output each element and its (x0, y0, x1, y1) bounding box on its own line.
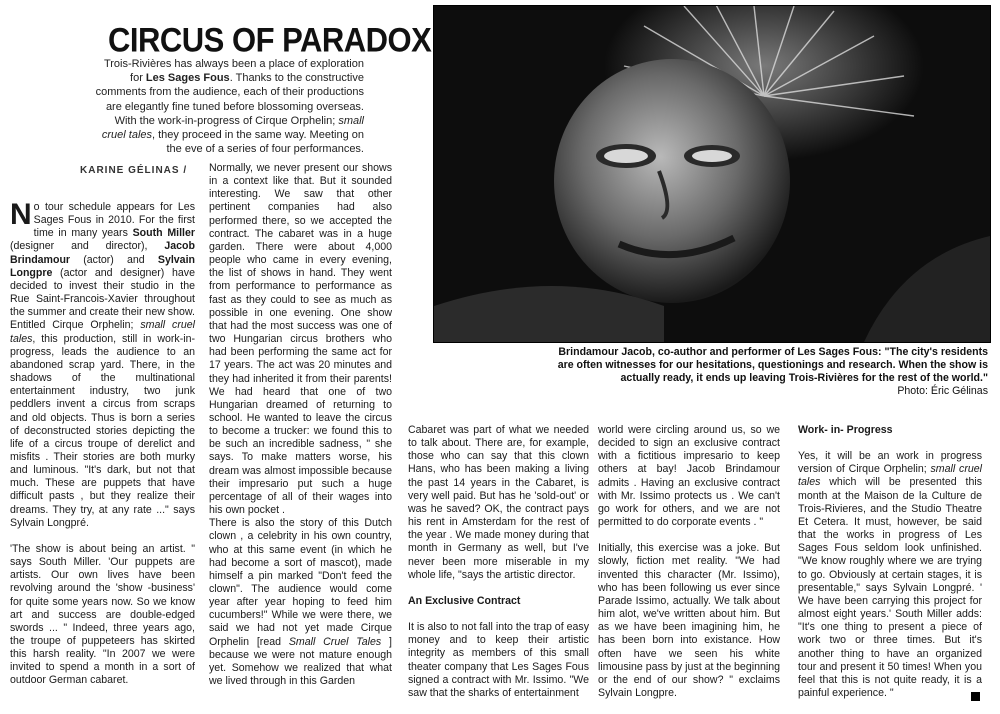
article-column-5 (798, 424, 982, 700)
article-photo (433, 5, 991, 343)
col1-text: (actor and designer) have decided to invest their studio in the Rue Saint-Francois-Xavier throughout the summer and create their new show. (10, 266, 195, 319)
col1-text: (actor) and (70, 253, 158, 266)
column-3-paragraph-1: Cabaret was part of what we needed to talk about. There are, for example, those who can say that this clown Hans, who has been making a living the past 14 years in the Cabaret, is very well paid. But has he 'sold-out' or was he saved? OK, the contract pays his rent in Amsterdam for the rest of the year . We made money during that month in Germany as well, but I've never been more miserable in my whole life, "says the artistic director. (408, 424, 589, 581)
column-4-paragraph-1: world were circling around us, so we decided to sign an exclusive contract with a fictitious impresario to keep others at bay! Jacob Brindamour admits . Having an exclusive contract with Mr. Issimo protects us . We can't go work for others, and we are not permitted to do corporate events . " (598, 424, 780, 529)
puppet-photo-illustration (434, 6, 990, 342)
intro-text-1: Trois-Rivières has always been a place of exploration for (103, 58, 364, 85)
col5-text: Yes, it will be an work in progress version of Cirque Orphelin; (798, 450, 982, 476)
col1-italic-title: small cruel tales (10, 319, 195, 345)
col1-text: , this production, still in work-in-progress, leads the audience to an abandoned scrap yard. There, in the shadows of the multinational entertainment industry, two junk peddlers invent a circus from scraps and old objects. Thus is born a series of deconstructed stories depicting the life of a circus troupe of derelict and misfits . Their stories are both murky and luminous. "It's dark, but not that much. These are puppets that have difficult pasts , but they realize their dreams. They try, at any rate ..." says Sylvain Longpré. (10, 332, 195, 529)
article-column-1 (10, 198, 196, 688)
end-of-article-mark (971, 692, 980, 701)
column-1-paragraph-3: 'The show is about being an artist. " says South Miller. 'Our puppets are artists. Our own lives have been revolving around the 'show -business' for quite some years now. So we know art and success are double-edged swords ... " Indeed, three years ago, the troupe of puppeteers has skirted this harsh reality. "In 2007 we were invited to spend a month in a sort of outdoor German cabaret. (10, 542, 195, 687)
intro-text-2: . Thanks to the constructive comments from the audience, each of their productions are elegantly fine tuned before blossoming overseas. With the work-in-progress of Cirque Orphelin; (95, 72, 364, 127)
col1-text: Entitled Cirque Orphelin; (10, 319, 141, 332)
column-5-paragraph-1 (798, 450, 982, 700)
article-intro (90, 57, 364, 156)
col1-text: (designer and director), (10, 240, 165, 253)
column-2-paragraph-1: Normally, we never present our shows in a context like that. But it sounded interesting. We saw that other pertinent companies had also performed there, so we accepted the contract. The cabaret was in a huge garden. There were about 4,000 people who came in every evening, the list of shows in hand. They went from performance to performance as fast as they could to see as much as possible in one evening. One show that had the most success was one of two Hungarian circus brothers who had been performing the same act for 17 years. The act was 20 minutes and they had inherited it from their parents! We had heard that one of two Hungarian dreamed of returning to school. He wanted to leave the circus to become a trucker: we found this to be such an incredible sadness, " she says. To make matters worse, his dream was almost impossible because their impresario put such a huge percentage of all of their wages into his own pocket . (209, 162, 392, 517)
name-jacob-brindamour: Jacob Brindamour (10, 240, 195, 266)
col5-italic-title: small cruel tales (798, 463, 982, 489)
intro-italic-title: small cruel tales (101, 114, 364, 142)
column-1-paragraph-1 (10, 198, 196, 319)
article-column-2 (209, 162, 392, 688)
subheading-exclusive-contract: An Exclusive Contract (408, 594, 521, 607)
name-sylvain-longpre: Sylvain Longpre (10, 253, 195, 279)
byline: KARINE GÉLINAS / (80, 165, 188, 176)
subheading-work-in-progress: Work- in- Progress (798, 424, 893, 436)
photo-caption: Brindamour Jacob, co-author and performer of Les Sages Fous: "The city's residents are often witnesses for our hesitations, questionings and research. When the show is actually ready, it ends up leaving Trois-Rivières for the rest of the world." (557, 346, 988, 385)
name-south-miller: South Miller (132, 227, 196, 240)
col2-text: ] because we were not mature enough yet. Somehow we realized that what we lived through in this Garden (209, 635, 393, 688)
photo-credit: Photo: Éric Gélinas (897, 385, 988, 397)
col2-italic-title: Small Cruel Tales (288, 635, 382, 648)
article-column-3 (408, 424, 589, 700)
intro-text-3: , they proceed in the same way. Meeting on the eve of a series of four performances. (152, 129, 364, 156)
column-4-paragraph-2: Initially, this exercise was a joke. But slowly, fiction met reality. "We had invented this character (Mr. Issimo), who has been following us ever since Parade Issimo, actually. We talk about him alot, we've written about him. But as we have been imagining him, he has been born into existance. How often have we seen his white limousine pass by just at the beginning or the end of our show? " exclaims Sylvain Longpre. (598, 542, 780, 699)
drop-cap: N (10, 198, 32, 231)
column-2-paragraph-2 (209, 517, 392, 688)
article-title: CIRCUS OF PARADOX (108, 20, 432, 60)
article-column-4 (598, 424, 780, 700)
column-1-paragraph-2 (10, 319, 195, 530)
intro-company-name: Les Sages Fous (145, 72, 230, 85)
col2-text: There is also the story of this Dutch clown , a celebrity in his own country, who at this same event (in which he had become a sort of mascot), made himself a pin marked "Don't feed the clown". The audience would come year after year hoping to feed him cucumbers!" While we were there, we said we had not yet made Cirque Orphelin [read (209, 517, 392, 648)
col1-text: o tour schedule appears for Les Sages Fous in 2010. For the first time in many years (33, 201, 195, 240)
col5-text: which will be presented this month at the Maison de la Culture de Trois-Rivieres, and the Studio Theatre Et Cetera. It must, however, be said that the works in progress of Les Sages Fous seldom look unfinished. "We know roughly where we are trying to go. Obviously at certain stages, it is presentable," says Sylvain Longpré. ' We have been carrying this project for almost eight years.' South Miller adds: "It's one thing to present a piece of work two or three times. But it's another thing to have an organized tour and present it 50 times! When you feel that this is not quite ready, it is a painful experience. " (798, 476, 982, 699)
column-3-paragraph-2: It is also to not fall into the trap of easy money and to keep their artistic integrity as members of this small theater company that Les Sages Fous signed a contract with Mr. Issimo. "We saw that the sharks of entertainment (408, 621, 589, 699)
